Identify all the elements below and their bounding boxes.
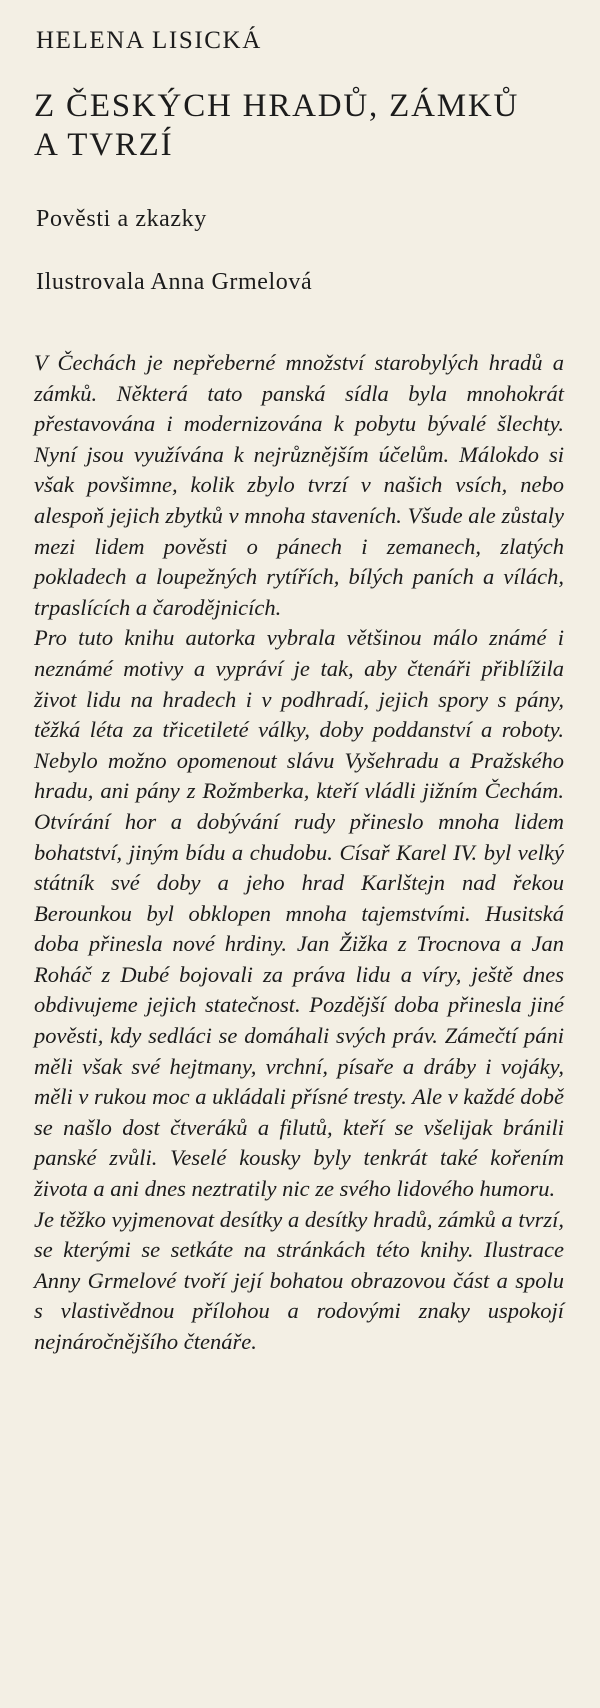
blurb-text (34, 348, 564, 1358)
blurb-paragraph-2: Pro tuto knihu autorka vybrala většinou málo známé i neznámé motivy a vypráví je tak, aby čtenáři přiblížila život lidu na hradech i v podhradí, jejich spory s pány, těžká léta za třicetileté války, doby poddanství a roboty. Nebylo možno opomenout slávu Vyšehradu a Pražského hradu, ani pány z Rožmberka, kteří vládli jižním Čechám. Otvírání hor a dobývání rudy přineslo mnoha lidem bohatství, jiným bídu a chudobu. Císař Karel IV. byl velký státník své doby a jeho hrad Karlštejn nad řekou Berounkou byl obklopen mnoha tajemstvími. Husitská doba přinesla nové hrdiny. Jan Žižka z Trocnova a Jan Roháč z Dubé bojovali za práva lidu a víry, ještě dnes obdivujeme jejich statečnost. Pozdější doba přinesla jiné pověsti, kdy sedláci se domáhali svých práv. Zámečtí páni měli však své hejtmany, vrchní, písaře a dráby i vojáky, měli v rukou moc a ukládali přísné tresty. Ale v každé době se našlo dost čtveráků a filutů, kteří se všelijak bránili panské zvůli. Veselé kousky byly tenkrát také kořením života a ani dnes neztratily nic ze svého lidového humoru. (34, 625, 564, 1202)
book-title-line-2: A TVRZÍ (34, 127, 174, 163)
illustrator-credit: Ilustrovala Anna Grmelová (36, 269, 313, 295)
author-name: HELENA LISICKÁ (36, 27, 262, 54)
book-subtitle: Pověsti a zkazky (36, 206, 207, 232)
blurb-paragraph-1: V Čechách je nepřeberné množství starobylých hradů a zámků. Některá tato panská sídla byla mnohokrát přestavována i modernizována k pobytu bývalé šlechty. Nyní jsou využívána k nejrůznějším účelům. Málokdo si však povšimne, kolik zbylo tvrzí v našich vsích, nebo alespoň jejich zbytků v mnoha staveních. Všude ale zůstaly mezi lidem pověsti o pánech i zemanech, zlatých pokladech a loupežných rytířích, bílých paních a vílách, trpaslících a čarodějnicích. (34, 350, 564, 620)
book-title-line-1: Z ČESKÝCH HRADŮ, ZÁMKŮ (34, 88, 520, 124)
blurb-paragraph-3: Je těžko vyjmenovat desítky a desítky hradů, zámků a tvrzí, se kterými se setkáte na stránkách této knihy. Ilustrace Anny Grmelové tvoří její bohatou obrazovou část a spolu s vlastivědnou přílohou a rodovými znaky uspokojí nejnáročnějšího čtenáře. (34, 1206, 564, 1354)
book-title (34, 87, 574, 165)
